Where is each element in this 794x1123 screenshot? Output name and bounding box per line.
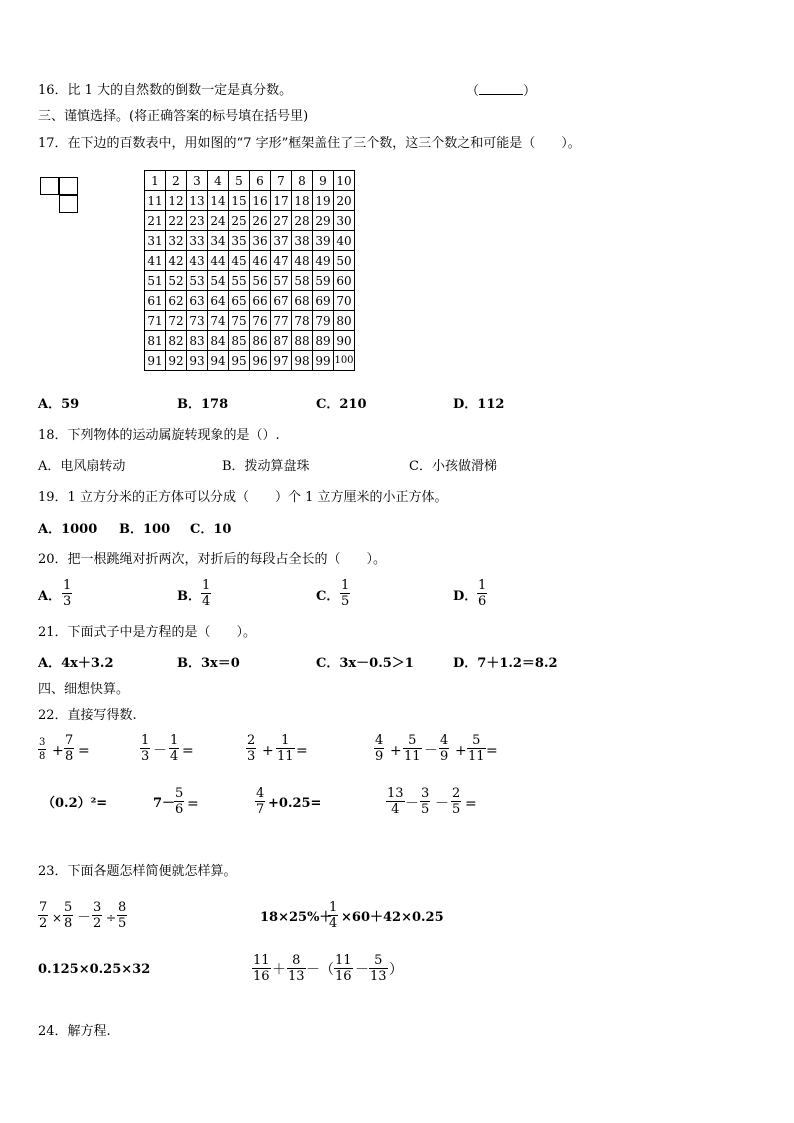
hundred-table-cell: 34 bbox=[208, 231, 229, 251]
hundred-table-cell: 81 bbox=[145, 331, 166, 351]
q22-e7-post: +0.25= bbox=[268, 796, 322, 811]
numerator: 3 bbox=[93, 900, 102, 915]
q18-option-b[interactable]: B．拨动算盘珠 bbox=[222, 459, 310, 474]
q18-option-a[interactable]: A．电风扇转动 bbox=[38, 459, 126, 474]
q22-e8-frac3 bbox=[451, 786, 461, 817]
hundred-table-cell: 10 bbox=[334, 171, 355, 191]
hundred-table-cell: 27 bbox=[271, 211, 292, 231]
q22-e4-frac1 bbox=[374, 733, 384, 764]
hundred-table-cell: 53 bbox=[187, 271, 208, 291]
denominator: 8 bbox=[64, 916, 73, 931]
hundred-table-row bbox=[145, 311, 355, 331]
q23-e4-op1: ＋ bbox=[272, 962, 286, 978]
numerator: 8 bbox=[118, 900, 127, 915]
hundred-table-cell: 46 bbox=[250, 251, 271, 271]
q20-option-b-fraction bbox=[201, 578, 211, 609]
hundred-table-cell: 17 bbox=[271, 191, 292, 211]
hundred-table-cell: 37 bbox=[271, 231, 292, 251]
q22-text: 22．直接写得数. bbox=[38, 708, 137, 723]
q22-e3-frac2 bbox=[276, 733, 295, 764]
hundred-table-cell: 21 bbox=[145, 211, 166, 231]
denominator: 3 bbox=[63, 594, 72, 609]
q20-option-d-fraction bbox=[477, 578, 487, 609]
numerator: 5 bbox=[403, 733, 422, 749]
seven-shape-frame bbox=[40, 177, 82, 217]
q23-e1-frac1 bbox=[38, 900, 48, 931]
denominator: 16 bbox=[253, 969, 270, 984]
q20-option-a-label[interactable]: A． bbox=[38, 589, 62, 604]
q20-option-d-label[interactable]: D． bbox=[453, 589, 478, 604]
numerator: 1 bbox=[63, 578, 72, 593]
q23-e1-op3: ÷ bbox=[106, 911, 117, 925]
q22-e4-op3: + bbox=[455, 743, 467, 759]
hundred-table-cell: 2 bbox=[166, 171, 187, 191]
denominator: 11 bbox=[468, 749, 485, 764]
q17-option-a[interactable]: A．59 bbox=[38, 397, 80, 412]
hundred-table-cell: 95 bbox=[229, 351, 250, 371]
hundred-table-cell: 24 bbox=[208, 211, 229, 231]
q22-e4-eq: = bbox=[486, 743, 498, 759]
q22-e4-frac4 bbox=[467, 733, 486, 764]
hundred-table-cell: 4 bbox=[208, 171, 229, 191]
hundred-table-cell: 58 bbox=[292, 271, 313, 291]
q20-option-b-label[interactable]: B． bbox=[177, 589, 201, 604]
q22-e2-frac2 bbox=[169, 733, 179, 764]
numerator: 5 bbox=[64, 900, 73, 915]
q20-text: 20．把一根跳绳对折两次，对折后的每段占全长的（ ）。 bbox=[38, 552, 387, 567]
hundred-table-cell: 54 bbox=[208, 271, 229, 291]
hundred-table-cell: 41 bbox=[145, 251, 166, 271]
q20-option-c-fraction bbox=[340, 578, 350, 609]
hundred-table-cell: 72 bbox=[166, 311, 187, 331]
denominator: 4 bbox=[202, 594, 211, 609]
q19-option-c[interactable]: C．10 bbox=[190, 522, 232, 537]
q22-e6-pre: 7－ bbox=[153, 796, 176, 811]
q22-e4-frac3 bbox=[439, 733, 449, 764]
q22-e8-op1: － bbox=[405, 796, 419, 812]
hundred-table-cell: 15 bbox=[229, 191, 250, 211]
numerator: 13 bbox=[387, 786, 404, 801]
q22-e7-frac bbox=[255, 786, 265, 817]
numerator: 5 bbox=[175, 786, 184, 801]
denominator: 5 bbox=[452, 802, 461, 817]
hundred-table-cell: 8 bbox=[292, 171, 313, 191]
hundred-table-cell: 68 bbox=[292, 291, 313, 311]
hundred-table-row bbox=[145, 231, 355, 251]
numerator: 5 bbox=[369, 953, 388, 969]
denominator: 8 bbox=[65, 749, 74, 764]
numerator: 2 bbox=[452, 786, 461, 801]
hundred-table-cell: 48 bbox=[292, 251, 313, 271]
seven-cell-1 bbox=[40, 177, 59, 195]
numerator: 11 bbox=[253, 953, 270, 968]
q17-option-d[interactable]: D．112 bbox=[453, 397, 505, 412]
hundred-table-cell: 77 bbox=[271, 311, 292, 331]
q21-option-c[interactable]: C．3x－0.5＞1 bbox=[316, 656, 414, 671]
numerator: 3 bbox=[421, 786, 430, 801]
q23-e2-frac bbox=[328, 900, 338, 931]
numerator: 1 bbox=[341, 578, 350, 593]
q20-option-c-label[interactable]: C． bbox=[316, 589, 340, 604]
hundred-table-cell: 59 bbox=[313, 271, 334, 291]
q22-e8-op2: － bbox=[435, 796, 449, 812]
hundred-table-cell: 93 bbox=[187, 351, 208, 371]
hundred-table-cell: 1 bbox=[145, 171, 166, 191]
q23-e4-frac3 bbox=[334, 953, 353, 984]
hundred-table-cell: 43 bbox=[187, 251, 208, 271]
q23-e4-frac1 bbox=[252, 953, 271, 984]
hundred-table-cell: 66 bbox=[250, 291, 271, 311]
hundred-table-cell: 3 bbox=[187, 171, 208, 191]
hundred-table-cell: 50 bbox=[334, 251, 355, 271]
hundred-table-cell: 75 bbox=[229, 311, 250, 331]
hundred-table bbox=[144, 170, 355, 371]
hundred-table-cell: 94 bbox=[208, 351, 229, 371]
hundred-table-cell: 84 bbox=[208, 331, 229, 351]
hundred-table-cell: 39 bbox=[313, 231, 334, 251]
q23-e4-frac2 bbox=[287, 953, 306, 984]
q22-e4-op2: － bbox=[424, 743, 438, 759]
hundred-table-row bbox=[145, 171, 355, 191]
denominator: 4 bbox=[170, 749, 179, 764]
hundred-table-cell: 9 bbox=[313, 171, 334, 191]
hundred-table-cell: 19 bbox=[313, 191, 334, 211]
numerator: 4 bbox=[375, 733, 384, 748]
q18-text: 18．下列物体的运动属旋转现象的是（）. bbox=[38, 428, 280, 443]
numerator: 1 bbox=[202, 578, 211, 593]
hundred-table-cell: 47 bbox=[271, 251, 292, 271]
q22-e1-frac1 bbox=[38, 736, 46, 763]
q21-option-d[interactable]: D．7＋1.2＝8.2 bbox=[453, 656, 558, 671]
section-3-heading: 三、谨慎选择。(将正确答案的标号填在括号里) bbox=[38, 109, 309, 124]
hundred-table-cell: 73 bbox=[187, 311, 208, 331]
hundred-table-cell: 78 bbox=[292, 311, 313, 331]
hundred-table-row bbox=[145, 331, 355, 351]
q23-e1-frac3 bbox=[92, 900, 102, 931]
denominator: 11 bbox=[404, 749, 421, 764]
q22-e2-frac1 bbox=[140, 733, 150, 764]
q21-option-b[interactable]: B．3x＝0 bbox=[177, 656, 240, 671]
q23-e1-op1: × bbox=[52, 911, 63, 925]
hundred-table-cell: 88 bbox=[292, 331, 313, 351]
denominator: 5 bbox=[341, 594, 350, 609]
q17-option-b[interactable]: B．178 bbox=[177, 397, 229, 412]
hundred-table-cell: 56 bbox=[250, 271, 271, 291]
hundred-table-cell: 36 bbox=[250, 231, 271, 251]
hundred-table-cell: 74 bbox=[208, 311, 229, 331]
hundred-table-cell: 86 bbox=[250, 331, 271, 351]
hundred-table-cell: 49 bbox=[313, 251, 334, 271]
hundred-table-cell: 92 bbox=[166, 351, 187, 371]
numerator: 1 bbox=[141, 733, 150, 748]
hundred-table-cell: 45 bbox=[229, 251, 250, 271]
denominator: 6 bbox=[175, 802, 184, 817]
hundred-table-cell: 5 bbox=[229, 171, 250, 191]
q22-e2-op: － bbox=[153, 743, 167, 759]
hundred-table-cell: 76 bbox=[250, 311, 271, 331]
hundred-table-cell: 26 bbox=[250, 211, 271, 231]
q23-e1-frac4 bbox=[117, 900, 127, 931]
denominator: 2 bbox=[93, 916, 102, 931]
seven-cell-2 bbox=[59, 177, 78, 195]
hundred-table-cell: 91 bbox=[145, 351, 166, 371]
hundred-table-cell: 20 bbox=[334, 191, 355, 211]
hundred-table-cell: 32 bbox=[166, 231, 187, 251]
q22-e8-eq: = bbox=[465, 796, 477, 812]
hundred-table-cell: 29 bbox=[313, 211, 334, 231]
hundred-table-cell: 22 bbox=[166, 211, 187, 231]
q22-e3-op: + bbox=[262, 743, 274, 759]
q22-e8-frac2 bbox=[420, 786, 430, 817]
denominator: 11 bbox=[277, 749, 294, 764]
denominator: 7 bbox=[256, 802, 265, 817]
q16-text: 16．比 1 大的自然数的倒数一定是真分数。 bbox=[38, 83, 293, 98]
hundred-table-cell: 42 bbox=[166, 251, 187, 271]
q19-option-a[interactable]: A．1000 bbox=[38, 522, 98, 537]
hundred-table-cell: 57 bbox=[271, 271, 292, 291]
q23-e2-pre: 18×25%＋ bbox=[260, 910, 333, 925]
denominator: 6 bbox=[478, 594, 487, 609]
denominator: 3 bbox=[247, 749, 256, 764]
hundred-table-cell: 23 bbox=[187, 211, 208, 231]
q19-text: 19．1 立方分米的正方体可以分成（ ）个 1 立方厘米的小正方体。 bbox=[38, 490, 448, 505]
q19-option-b[interactable]: B．100 bbox=[119, 522, 171, 537]
numerator: 5 bbox=[467, 733, 486, 749]
numerator: 4 bbox=[440, 733, 449, 748]
q16-answer-blank[interactable] bbox=[466, 83, 536, 100]
hundred-table-cell: 87 bbox=[271, 331, 292, 351]
q22-e3-eq: = bbox=[296, 743, 308, 759]
hundred-table-cell: 80 bbox=[334, 311, 355, 331]
hundred-table-row bbox=[145, 351, 355, 371]
hundred-table-cell: 83 bbox=[187, 331, 208, 351]
hundred-table-cell: 60 bbox=[334, 271, 355, 291]
q24-text: 24．解方程. bbox=[38, 1024, 111, 1039]
q22-e6-eq: = bbox=[187, 796, 199, 812]
numerator: 3 bbox=[39, 737, 46, 748]
hundred-table-cell: 97 bbox=[271, 351, 292, 371]
hundred-table-cell: 13 bbox=[187, 191, 208, 211]
hundred-table-cell: 28 bbox=[292, 211, 313, 231]
numerator: 11 bbox=[335, 953, 352, 968]
hundred-table-cell: 61 bbox=[145, 291, 166, 311]
hundred-table-cell: 69 bbox=[313, 291, 334, 311]
denominator: 9 bbox=[375, 749, 384, 764]
q22-e5: （0.2）²= bbox=[42, 796, 108, 811]
q22-e1-eq: = bbox=[78, 743, 90, 759]
hundred-table-cell: 7 bbox=[271, 171, 292, 191]
hundred-table-cell: 63 bbox=[187, 291, 208, 311]
denominator: 4 bbox=[329, 916, 338, 931]
denominator: 8 bbox=[39, 751, 46, 762]
hundred-table-row bbox=[145, 191, 355, 211]
seven-cell-3 bbox=[59, 195, 78, 213]
q17-option-c[interactable]: C．210 bbox=[316, 397, 367, 412]
hundred-table-cell: 44 bbox=[208, 251, 229, 271]
paren-right: ） bbox=[523, 84, 537, 99]
q22-e4-frac2 bbox=[403, 733, 422, 764]
q23-e4-frac4 bbox=[369, 953, 388, 984]
q23-e4-close: ） bbox=[389, 962, 403, 978]
hundred-table-cell: 51 bbox=[145, 271, 166, 291]
hundred-table-cell: 14 bbox=[208, 191, 229, 211]
hundred-table-cell: 71 bbox=[145, 311, 166, 331]
hundred-table-row bbox=[145, 251, 355, 271]
numerator: 1 bbox=[478, 578, 487, 593]
hundred-table-cell: 98 bbox=[292, 351, 313, 371]
denominator: 13 bbox=[370, 969, 387, 984]
q20-option-a-fraction bbox=[62, 578, 72, 609]
q23-e4-op3: － bbox=[355, 962, 369, 978]
hundred-table-cell: 38 bbox=[292, 231, 313, 251]
hundred-table-cell: 90 bbox=[334, 331, 355, 351]
numerator: 4 bbox=[256, 786, 265, 801]
hundred-table-cell: 16 bbox=[250, 191, 271, 211]
q21-option-a[interactable]: A．4x＋3.2 bbox=[38, 656, 114, 671]
q18-option-c[interactable]: C．小孩做滑梯 bbox=[409, 459, 497, 474]
hundred-table-cell: 31 bbox=[145, 231, 166, 251]
hundred-table-cell: 33 bbox=[187, 231, 208, 251]
paren-left: （ bbox=[466, 84, 480, 99]
hundred-table-cell: 89 bbox=[313, 331, 334, 351]
denominator: 2 bbox=[39, 916, 48, 931]
hundred-table-cell: 67 bbox=[271, 291, 292, 311]
hundred-table-cell: 6 bbox=[250, 171, 271, 191]
hundred-table-cell: 55 bbox=[229, 271, 250, 291]
hundred-table-cell: 85 bbox=[229, 331, 250, 351]
q22-e8-frac1 bbox=[386, 786, 405, 817]
blank-line bbox=[479, 83, 523, 95]
denominator: 4 bbox=[391, 802, 400, 817]
numerator: 1 bbox=[329, 900, 338, 915]
q22-e4-op1: + bbox=[390, 743, 402, 759]
q23-text: 23．下面各题怎样简便就怎样算。 bbox=[38, 864, 237, 879]
hundred-table-cell: 64 bbox=[208, 291, 229, 311]
hundred-table-cell: 99 bbox=[313, 351, 334, 371]
numerator: 7 bbox=[39, 900, 48, 915]
numerator: 7 bbox=[65, 733, 74, 748]
denominator: 13 bbox=[288, 969, 305, 984]
q23-e1-frac2 bbox=[63, 900, 73, 931]
denominator: 5 bbox=[118, 916, 127, 931]
hundred-table-cell: 82 bbox=[166, 331, 187, 351]
hundred-table-row bbox=[145, 271, 355, 291]
q22-e1-frac2 bbox=[64, 733, 74, 764]
hundred-table-row bbox=[145, 291, 355, 311]
hundred-table-cell: 100 bbox=[334, 351, 355, 371]
hundred-table-cell: 52 bbox=[166, 271, 187, 291]
hundred-table-cell: 40 bbox=[334, 231, 355, 251]
numerator: 1 bbox=[170, 733, 179, 748]
hundred-table-cell: 18 bbox=[292, 191, 313, 211]
hundred-table-cell: 70 bbox=[334, 291, 355, 311]
hundred-table-cell: 12 bbox=[166, 191, 187, 211]
q21-text: 21．下面式子中是方程的是（ ）。 bbox=[38, 625, 257, 640]
hundred-table-row bbox=[145, 211, 355, 231]
q17-text: 17．在下边的百数表中，用如图的“7 字形”框架盖住了三个数，这三个数之和可能是（ ）。 bbox=[38, 136, 581, 151]
q23-e3: 0.125×0.25×32 bbox=[38, 962, 151, 977]
q23-e4-op2: －（ bbox=[306, 962, 334, 978]
section-4-heading: 四、细想快算。 bbox=[38, 682, 130, 697]
q22-e6-frac bbox=[174, 786, 184, 817]
hundred-table-cell: 30 bbox=[334, 211, 355, 231]
q22-e1-op: + bbox=[52, 743, 64, 759]
q23-e2-post: ×60＋42×0.25 bbox=[341, 910, 444, 925]
denominator: 9 bbox=[440, 749, 449, 764]
numerator: 2 bbox=[247, 733, 256, 748]
hundred-table-cell: 11 bbox=[145, 191, 166, 211]
hundred-table-cell: 65 bbox=[229, 291, 250, 311]
hundred-table-cell: 96 bbox=[250, 351, 271, 371]
q23-e1-op2: － bbox=[77, 910, 91, 926]
numerator: 8 bbox=[287, 953, 306, 969]
denominator: 3 bbox=[141, 749, 150, 764]
hundred-table-cell: 79 bbox=[313, 311, 334, 331]
hundred-table-cell: 25 bbox=[229, 211, 250, 231]
q22-e3-frac1 bbox=[246, 733, 256, 764]
hundred-table-cell: 35 bbox=[229, 231, 250, 251]
denominator: 16 bbox=[335, 969, 352, 984]
denominator: 5 bbox=[421, 802, 430, 817]
q22-e2-eq: = bbox=[182, 743, 194, 759]
hundred-table-cell: 62 bbox=[166, 291, 187, 311]
numerator: 1 bbox=[276, 733, 295, 749]
